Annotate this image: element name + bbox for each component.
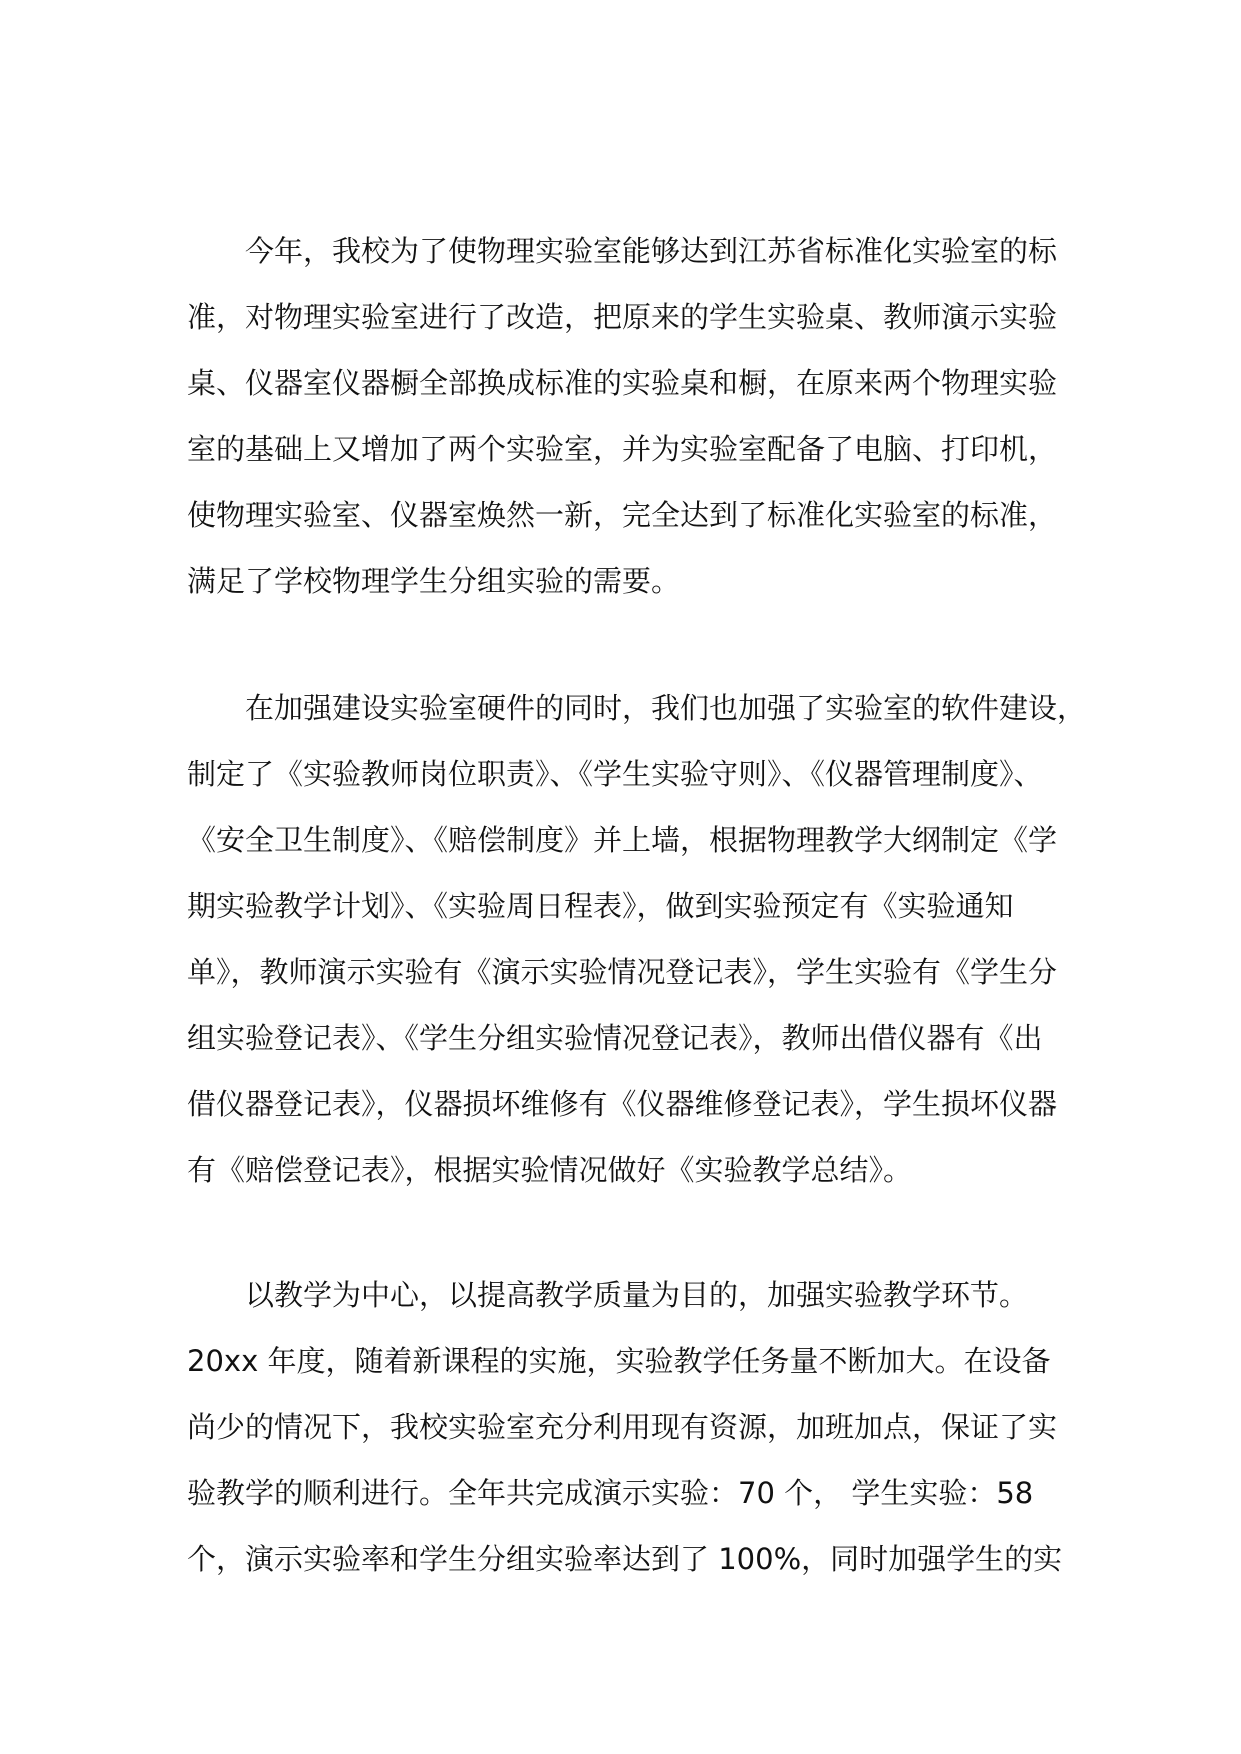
paragraph-line: 以教学为中心，以提高教学质量为目的，加强实验教学环节。: [245, 1278, 1029, 1312]
paragraph-line: 桌、仪器室仪器橱全部换成标准的实验桌和橱，在原来两个物理实验: [187, 366, 1058, 400]
paragraph-line: 《安全卫生制度》、《赔偿制度》并上墙，根据物理教学大纲制定《学: [187, 823, 1058, 857]
paragraph-line: 准，对物理实验室进行了改造，把原来的学生实验桌、教师演示实验: [187, 300, 1058, 334]
paragraph-line: 室的基础上又增加了两个实验室，并为实验室配备了电脑、打印机，: [187, 432, 1058, 466]
paragraph-line: 个，演示实验率和学生分组实验率达到了 100%，同时加强学生的实: [187, 1542, 1063, 1576]
paragraph-line: 组实验登记表》、《学生分组实验情况登记表》，教师出借仪器有《出: [187, 1021, 1043, 1055]
paragraph-line: 在加强建设实验室硬件的同时，我们也加强了实验室的软件建设，: [245, 691, 1087, 725]
paragraph-line: 尚少的情况下，我校实验室充分利用现有资源，加班加点，保证了实: [187, 1410, 1058, 1444]
paragraph-line: 20xx 年度，随着新课程的实施，实验教学任务量不断加大。在设备: [187, 1344, 1051, 1378]
paragraph-line: 单》，教师演示实验有《演示实验情况登记表》，学生实验有《学生分: [187, 955, 1058, 989]
paragraph-teaching-center: [187, 1262, 1067, 1592]
paragraph-line: 借仪器登记表》，仪器损坏维修有《仪器维修登记表》，学生损坏仪器: [187, 1087, 1058, 1121]
paragraph-line: 今年，我校为了使物理实验室能够达到江苏省标准化实验室的标: [245, 234, 1058, 268]
paragraph-line: 制定了《实验教师岗位职责》、《学生实验守则》、《仪器管理制度》、: [187, 757, 1043, 791]
paragraph-line: 有《赔偿登记表》，根据实验情况做好《实验教学总结》。: [187, 1153, 913, 1187]
paragraph-line: 满足了学校物理学生分组实验的需要。: [187, 564, 681, 598]
paragraph-line: 验教学的顺利进行。全年共完成演示实验：70 个， 学生实验：58: [187, 1476, 1034, 1510]
paragraph-line: 期实验教学计划》、《实验周日程表》，做到实验预定有《实验通知: [187, 889, 1014, 923]
paragraph-lab-renovation: [187, 218, 1067, 614]
paragraph-software-construction: [187, 675, 1087, 1203]
paragraph-line: 使物理实验室、仪器室焕然一新，完全达到了标准化实验室的标准，: [187, 498, 1058, 532]
